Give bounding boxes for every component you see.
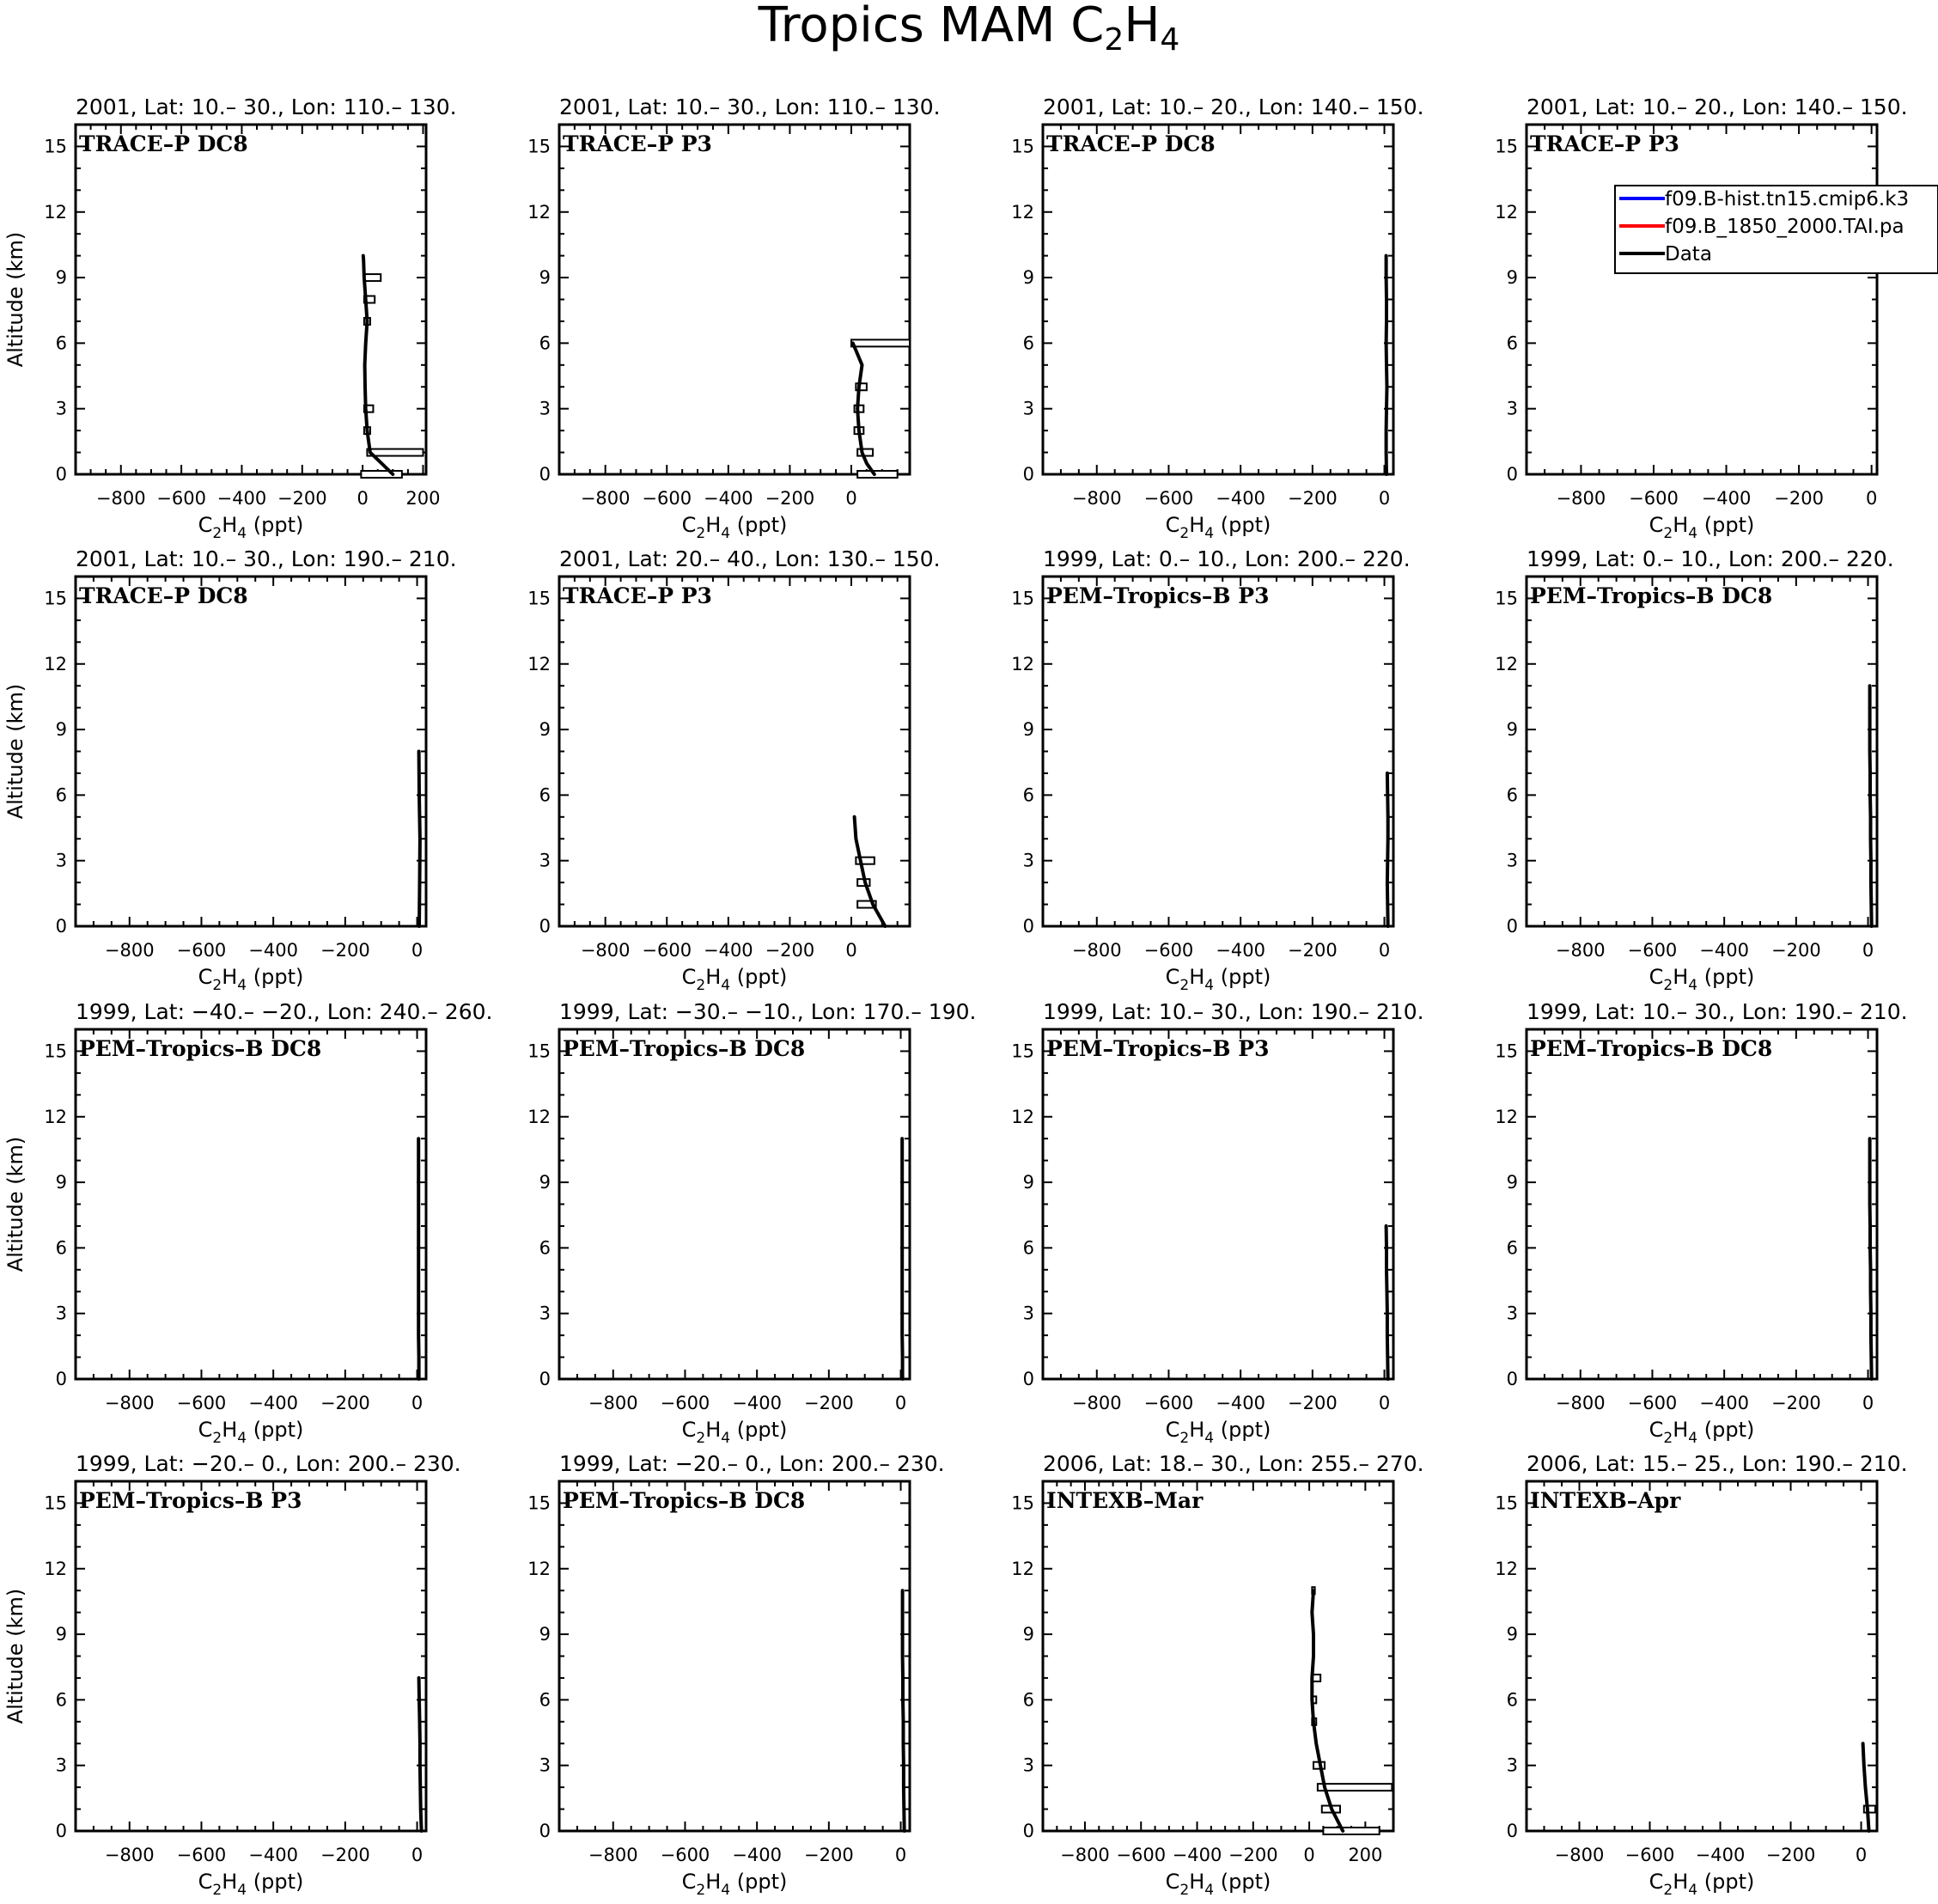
legend-label: f09.B_1850_2000.TAI.pa — [1665, 216, 1904, 238]
y-tick-label: 12 — [1011, 1107, 1034, 1127]
x-tick-label: −600 — [642, 940, 692, 961]
y-tick-label: 6 — [56, 333, 67, 353]
y-tick-label: 0 — [56, 1821, 67, 1841]
x-tick-label: −400 — [704, 488, 753, 509]
y-tick-label: 12 — [44, 202, 67, 223]
panel-title: 1999, Lat: 0.– 10., Lon: 200.– 220. — [1043, 546, 1411, 571]
x-tick-label: −600 — [1628, 1393, 1678, 1413]
x-tick-label: −800 — [1072, 488, 1122, 509]
x-axis-label: $C_2H_4$ (ppt) — [1166, 513, 1271, 542]
x-tick-label: −200 — [1288, 1393, 1338, 1413]
mission-label: PEM–Tropics–B P3 — [1046, 583, 1269, 608]
x-tick-label: −800 — [105, 1845, 155, 1865]
x-tick-label: −200 — [1288, 940, 1338, 961]
y-tick-label: 12 — [527, 654, 551, 674]
mission-label: INTEXB–Apr — [1530, 1488, 1681, 1513]
y-tick-label: 9 — [1023, 1172, 1034, 1193]
figure-title: Tropics MAM C2H4 — [758, 0, 1180, 58]
x-tick-label: 0 — [357, 488, 368, 509]
panel-title: 1999, Lat: 10.– 30., Lon: 190.– 210. — [1043, 999, 1424, 1024]
x-tick-label: −200 — [1771, 1393, 1821, 1413]
data-profile-line — [1386, 1226, 1388, 1379]
x-tick-label: −400 — [704, 940, 753, 961]
y-tick-label: 0 — [1507, 916, 1518, 937]
panel-title: 1999, Lat: −20.– 0., Lon: 200.– 230. — [76, 1451, 461, 1476]
data-profile-line — [1386, 256, 1387, 474]
x-tick-label: −400 — [248, 1393, 298, 1413]
y-axis-label: Altitude (km) — [3, 232, 27, 367]
x-tick-label: 0 — [895, 1393, 906, 1413]
y-tick-label: 12 — [1495, 202, 1518, 223]
x-axis-label: $C_2H_4$ (ppt) — [682, 1418, 788, 1447]
x-tick-label: −400 — [1699, 940, 1749, 961]
y-tick-label: 12 — [527, 1559, 551, 1579]
x-tick-label: 0 — [1866, 488, 1877, 509]
x-tick-label: −800 — [1555, 1845, 1605, 1865]
x-tick-label: 0 — [1379, 940, 1390, 961]
y-tick-label: 6 — [56, 1689, 67, 1710]
y-tick-label: 6 — [539, 1689, 551, 1710]
y-tick-label: 9 — [1507, 719, 1518, 740]
data-range-box — [1318, 1784, 1392, 1791]
y-axis-label: Altitude (km) — [3, 1589, 27, 1724]
y-tick-label: 6 — [1023, 1689, 1034, 1710]
y-tick-label: 3 — [1023, 851, 1034, 871]
y-tick-label: 3 — [1507, 399, 1518, 419]
x-tick-label: −400 — [1216, 1393, 1265, 1413]
x-tick-label: −200 — [320, 1393, 370, 1413]
x-tick-label: −400 — [732, 1845, 782, 1865]
x-tick-label: −600 — [1629, 488, 1679, 509]
data-range-box — [851, 339, 910, 346]
x-tick-label: −400 — [248, 1845, 298, 1865]
y-tick-label: 9 — [1023, 267, 1034, 288]
data-profile-line — [419, 752, 420, 927]
panel-title: 1999, Lat: 0.– 10., Lon: 200.– 220. — [1527, 546, 1894, 571]
y-tick-label: 12 — [1011, 654, 1034, 674]
y-tick-label: 9 — [56, 1172, 67, 1193]
mission-label: TRACE–P DC8 — [79, 131, 248, 156]
y-tick-label: 3 — [56, 851, 67, 871]
panel-title: 1999, Lat: −40.– −20., Lon: 240.– 260. — [76, 999, 492, 1024]
data-range-box — [1323, 1828, 1379, 1834]
x-tick-label: −600 — [177, 1393, 227, 1413]
y-tick-label: 9 — [1507, 1172, 1518, 1193]
y-tick-label: 12 — [1495, 1107, 1518, 1127]
mission-label: PEM–Tropics–B P3 — [79, 1488, 302, 1513]
y-tick-label: 0 — [1507, 1821, 1518, 1841]
data-range-box — [857, 471, 898, 478]
x-tick-label: −400 — [1696, 1845, 1746, 1865]
panel-title: 2006, Lat: 18.– 30., Lon: 255.– 270. — [1043, 1451, 1424, 1476]
x-tick-label: −800 — [581, 488, 631, 509]
y-tick-label: 12 — [1495, 1559, 1518, 1579]
y-tick-label: 9 — [56, 1624, 67, 1645]
data-range-box — [364, 274, 381, 281]
x-tick-label: 0 — [1379, 488, 1390, 509]
x-tick-label: −200 — [765, 488, 815, 509]
mission-label: TRACE–P P3 — [1530, 131, 1679, 156]
mission-label: PEM–Tropics–B DC8 — [79, 1036, 321, 1061]
y-tick-label: 12 — [44, 1107, 67, 1127]
x-axis-label: $C_2H_4$ (ppt) — [1649, 1418, 1755, 1447]
y-tick-label: 0 — [1023, 1821, 1034, 1841]
panel-title: 1999, Lat: −30.– −10., Lon: 170.– 190. — [559, 999, 976, 1024]
y-tick-label: 3 — [1023, 1755, 1034, 1776]
y-axis-label: Altitude (km) — [3, 684, 27, 819]
y-tick-label: 15 — [1011, 1040, 1034, 1061]
y-tick-label: 3 — [56, 399, 67, 419]
x-tick-label: −800 — [1556, 1393, 1606, 1413]
x-tick-label: −400 — [1699, 1393, 1749, 1413]
x-tick-label: 0 — [1856, 1845, 1867, 1865]
x-tick-label: −600 — [642, 488, 692, 509]
y-tick-label: 12 — [527, 1107, 551, 1127]
x-tick-label: 0 — [411, 940, 423, 961]
legend-label: Data — [1665, 243, 1712, 265]
x-axis-label: $C_2H_4$ (ppt) — [682, 513, 788, 542]
x-tick-label: −200 — [320, 940, 370, 961]
data-range-box — [857, 449, 873, 456]
y-tick-label: 15 — [44, 1040, 67, 1061]
y-tick-label: 6 — [1507, 1237, 1518, 1258]
x-tick-label: −600 — [156, 488, 206, 509]
y-tick-label: 3 — [56, 1303, 67, 1324]
y-tick-label: 15 — [1495, 588, 1518, 608]
y-tick-label: 12 — [527, 202, 551, 223]
y-tick-label: 6 — [1023, 333, 1034, 353]
y-tick-label: 15 — [1495, 136, 1518, 156]
y-tick-label: 6 — [1507, 784, 1518, 805]
x-tick-label: −200 — [765, 940, 815, 961]
x-axis-label: $C_2H_4$ (ppt) — [682, 965, 788, 994]
x-axis-label: $C_2H_4$ (ppt) — [1649, 513, 1755, 542]
y-tick-label: 12 — [44, 1559, 67, 1579]
y-tick-label: 3 — [56, 1755, 67, 1776]
y-tick-label: 0 — [1023, 464, 1034, 485]
panel-title: 2001, Lat: 10.– 30., Lon: 110.– 130. — [559, 95, 941, 119]
y-tick-label: 9 — [1507, 1624, 1518, 1645]
panel-title: 2001, Lat: 10.– 30., Lon: 190.– 210. — [76, 546, 457, 571]
y-tick-label: 3 — [1507, 1303, 1518, 1324]
y-tick-label: 3 — [1507, 1755, 1518, 1776]
x-axis-label: $C_2H_4$ (ppt) — [1166, 965, 1271, 994]
y-tick-label: 12 — [1011, 1559, 1034, 1579]
mission-label: TRACE–P P3 — [563, 131, 712, 156]
panel-title: 1999, Lat: 10.– 30., Lon: 190.– 210. — [1527, 999, 1908, 1024]
x-tick-label: −400 — [1702, 488, 1752, 509]
y-tick-label: 3 — [539, 1303, 551, 1324]
x-tick-label: −800 — [105, 1393, 155, 1413]
x-tick-label: −800 — [1060, 1845, 1110, 1865]
x-tick-label: −600 — [177, 940, 227, 961]
x-tick-label: −800 — [1556, 940, 1606, 961]
y-tick-label: 9 — [539, 1172, 551, 1193]
x-tick-label: 0 — [895, 1845, 906, 1865]
mission-label: TRACE–P DC8 — [1046, 131, 1216, 156]
y-tick-label: 6 — [56, 784, 67, 805]
x-tick-label: 200 — [1348, 1845, 1382, 1865]
y-tick-label: 15 — [44, 1492, 67, 1513]
x-tick-label: 200 — [405, 488, 440, 509]
panel-title: 2001, Lat: 10.– 20., Lon: 140.– 150. — [1043, 95, 1424, 119]
y-tick-label: 12 — [1011, 202, 1034, 223]
x-tick-label: −200 — [1774, 488, 1824, 509]
x-tick-label: −200 — [804, 1845, 854, 1865]
mission-label: INTEXB–Mar — [1046, 1488, 1204, 1513]
panel-title: 2001, Lat: 20.– 40., Lon: 130.– 150. — [559, 546, 941, 571]
y-tick-label: 15 — [527, 588, 551, 608]
x-tick-label: −800 — [96, 488, 146, 509]
x-tick-label: 0 — [1862, 1393, 1874, 1413]
y-tick-label: 9 — [539, 267, 551, 288]
x-tick-label: −200 — [804, 1393, 854, 1413]
y-tick-label: 15 — [527, 136, 551, 156]
x-tick-label: −200 — [320, 1845, 370, 1865]
y-tick-label: 12 — [1495, 654, 1518, 674]
panel-title: 2001, Lat: 10.– 30., Lon: 110.– 130. — [76, 95, 457, 119]
y-tick-label: 3 — [1507, 851, 1518, 871]
y-tick-label: 0 — [1507, 1369, 1518, 1389]
x-tick-label: −600 — [1116, 1845, 1166, 1865]
y-tick-label: 6 — [539, 784, 551, 805]
x-tick-label: −600 — [1144, 488, 1194, 509]
x-tick-label: −400 — [1216, 488, 1265, 509]
y-tick-label: 15 — [527, 1040, 551, 1061]
x-axis-label: $C_2H_4$ (ppt) — [1649, 965, 1755, 994]
y-tick-label: 15 — [527, 1492, 551, 1513]
y-tick-label: 0 — [1023, 1369, 1034, 1389]
x-axis-label: $C_2H_4$ (ppt) — [682, 1870, 788, 1899]
y-tick-label: 9 — [56, 719, 67, 740]
x-axis-label: $C_2H_4$ (ppt) — [1166, 1870, 1271, 1899]
mission-label: TRACE–P DC8 — [79, 583, 248, 608]
mission-label: PEM–Tropics–B DC8 — [1530, 583, 1772, 608]
mission-label: TRACE–P P3 — [563, 583, 712, 608]
mission-label: PEM–Tropics–B DC8 — [563, 1036, 805, 1061]
y-tick-label: 0 — [56, 1369, 67, 1389]
y-tick-label: 6 — [1023, 784, 1034, 805]
y-tick-label: 0 — [539, 916, 551, 937]
x-axis-label: $C_2H_4$ (ppt) — [1166, 1418, 1271, 1447]
y-tick-label: 9 — [56, 267, 67, 288]
data-profile-line — [903, 1590, 905, 1831]
x-tick-label: −200 — [1771, 940, 1821, 961]
y-tick-label: 9 — [1507, 267, 1518, 288]
y-tick-label: 6 — [56, 1237, 67, 1258]
panel-title: 1999, Lat: −20.– 0., Lon: 200.– 230. — [559, 1451, 945, 1476]
x-tick-label: −200 — [277, 488, 327, 509]
y-tick-label: 9 — [539, 1624, 551, 1645]
x-tick-label: −200 — [1766, 1845, 1816, 1865]
x-tick-label: −600 — [661, 1845, 710, 1865]
y-tick-label: 15 — [1011, 1492, 1034, 1513]
y-tick-label: 9 — [539, 719, 551, 740]
x-tick-label: −600 — [1628, 940, 1678, 961]
y-tick-label: 6 — [1023, 1237, 1034, 1258]
x-tick-label: −400 — [732, 1393, 782, 1413]
x-tick-label: 0 — [1303, 1845, 1314, 1865]
x-tick-label: −600 — [1144, 940, 1194, 961]
y-tick-label: 9 — [1023, 1624, 1034, 1645]
y-tick-label: 15 — [44, 588, 67, 608]
x-axis-label: $C_2H_4$ (ppt) — [198, 1418, 304, 1447]
y-tick-label: 0 — [56, 464, 67, 485]
x-tick-label: 0 — [845, 940, 856, 961]
y-tick-label: 15 — [1011, 136, 1034, 156]
x-tick-label: −200 — [1288, 488, 1338, 509]
y-tick-label: 0 — [539, 464, 551, 485]
y-tick-label: 3 — [539, 399, 551, 419]
x-tick-label: −200 — [1228, 1845, 1278, 1865]
x-tick-label: 0 — [1862, 940, 1874, 961]
y-tick-label: 15 — [1495, 1492, 1518, 1513]
y-tick-label: 6 — [539, 1237, 551, 1258]
x-tick-label: −600 — [1625, 1845, 1675, 1865]
y-tick-label: 0 — [56, 916, 67, 937]
y-tick-label: 3 — [1023, 399, 1034, 419]
y-tick-label: 6 — [1507, 1689, 1518, 1710]
legend — [1615, 186, 1938, 273]
x-tick-label: 0 — [1379, 1393, 1390, 1413]
x-axis-label: $C_2H_4$ (ppt) — [198, 965, 304, 994]
data-range-box — [361, 471, 401, 478]
y-tick-label: 6 — [1507, 333, 1518, 353]
data-range-box — [367, 449, 423, 456]
x-tick-label: −600 — [1144, 1393, 1194, 1413]
x-tick-label: −800 — [581, 940, 631, 961]
x-axis-label: $C_2H_4$ (ppt) — [198, 1870, 304, 1899]
y-tick-label: 3 — [539, 1755, 551, 1776]
x-tick-label: −800 — [1072, 940, 1122, 961]
y-tick-label: 9 — [1023, 719, 1034, 740]
x-tick-label: −800 — [1557, 488, 1606, 509]
x-axis-label: $C_2H_4$ (ppt) — [1649, 1870, 1755, 1899]
y-tick-label: 15 — [1495, 1040, 1518, 1061]
x-tick-label: −400 — [1216, 940, 1265, 961]
x-tick-label: 0 — [411, 1393, 423, 1413]
x-tick-label: −400 — [217, 488, 267, 509]
x-tick-label: −600 — [661, 1393, 710, 1413]
x-tick-label: 0 — [845, 488, 856, 509]
x-tick-label: −800 — [105, 940, 155, 961]
y-tick-label: 15 — [44, 136, 67, 156]
y-tick-label: 12 — [44, 654, 67, 674]
data-profile-line — [1870, 1138, 1872, 1379]
x-tick-label: −800 — [1072, 1393, 1122, 1413]
mission-label: PEM–Tropics–B DC8 — [563, 1488, 805, 1513]
mission-label: PEM–Tropics–B P3 — [1046, 1036, 1269, 1061]
x-tick-label: −400 — [1173, 1845, 1222, 1865]
x-tick-label: −600 — [177, 1845, 227, 1865]
x-tick-label: 0 — [411, 1845, 423, 1865]
y-tick-label: 6 — [539, 333, 551, 353]
y-tick-label: 3 — [539, 851, 551, 871]
panel-title: 2006, Lat: 15.– 25., Lon: 190.– 210. — [1527, 1451, 1908, 1476]
legend-label: f09.B-hist.tn15.cmip6.k3 — [1665, 188, 1909, 211]
y-tick-label: 0 — [1023, 916, 1034, 937]
panel-title: 2001, Lat: 10.– 20., Lon: 140.– 150. — [1527, 95, 1908, 119]
x-tick-label: −800 — [588, 1393, 638, 1413]
y-tick-label: 0 — [539, 1369, 551, 1389]
mission-label: PEM–Tropics–B DC8 — [1530, 1036, 1772, 1061]
y-tick-label: 3 — [1023, 1303, 1034, 1324]
data-profile-line — [1870, 686, 1872, 926]
data-profile-line — [1387, 773, 1388, 926]
y-axis-label: Altitude (km) — [3, 1137, 27, 1272]
y-tick-label: 0 — [539, 1821, 551, 1841]
x-axis-label: $C_2H_4$ (ppt) — [198, 513, 304, 542]
y-tick-label: 0 — [1507, 464, 1518, 485]
x-tick-label: −400 — [248, 940, 298, 961]
x-tick-label: −800 — [588, 1845, 638, 1865]
y-tick-label: 15 — [1011, 588, 1034, 608]
